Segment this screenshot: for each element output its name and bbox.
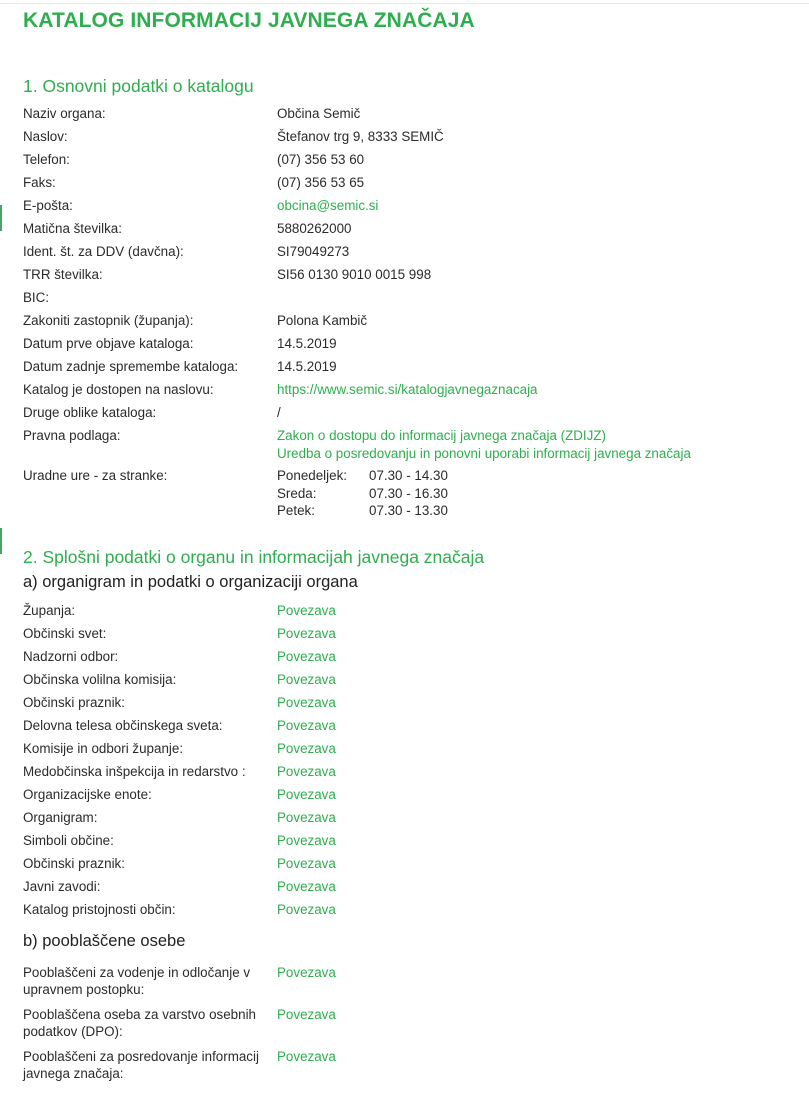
info-link[interactable]: Povezava [277, 832, 336, 848]
left-accent-bar [0, 205, 2, 231]
hours-day: Ponedeljek: [277, 468, 347, 483]
info-value: (07) 356 53 65 [277, 175, 365, 190]
info-row [23, 668, 803, 691]
info-row [23, 714, 803, 737]
info-row [23, 691, 803, 714]
info-row [23, 240, 803, 263]
info-row [23, 125, 803, 148]
info-link[interactable]: Povezava [277, 901, 336, 917]
info-row [23, 964, 803, 999]
info-row [23, 332, 803, 355]
info-value: SI79049273 [277, 244, 350, 259]
info-label: Faks: [23, 175, 56, 190]
info-row [23, 852, 803, 875]
office-hours-label: Uradne ure - za stranke: [23, 468, 168, 483]
info-label: Javni zavodi: [23, 878, 101, 894]
info-row [23, 171, 803, 194]
info-row [23, 806, 803, 829]
info-label: Pooblaščeni za vodenje in odločanje v upravnem postopku: [23, 964, 251, 997]
legal-basis-label: Pravna podlaga: [23, 428, 121, 443]
info-label: Druge oblike kataloga: [23, 405, 157, 420]
info-label: Matična številka: [23, 221, 122, 236]
hours-day: Sreda: [277, 485, 317, 501]
info-row [23, 783, 803, 806]
info-row [23, 102, 803, 125]
info-label: BIC: [23, 290, 50, 305]
info-label: Komisije in odbori županje: [23, 740, 184, 756]
info-label: Nadzorni odbor: [23, 648, 119, 664]
info-link[interactable]: Povezava [277, 694, 336, 710]
info-value: Občina Semič [277, 106, 361, 121]
info-value: 14.5.2019 [277, 336, 337, 351]
info-link[interactable]: Povezava [277, 717, 336, 733]
info-value: Polona Kambič [277, 313, 368, 328]
info-label: Telefon: [23, 152, 70, 167]
info-row [23, 898, 803, 921]
info-label: Naziv organa: [23, 106, 106, 121]
basic-info-list [23, 102, 803, 424]
info-label: Občinski svet: [23, 625, 107, 641]
subsection-a-heading: a) organigram in podatki o organizaciji organa [23, 572, 358, 591]
info-link[interactable]: Povezava [277, 625, 336, 641]
office-hours-table [277, 464, 448, 520]
info-label: Delovna telesa občinskega sveta: [23, 717, 223, 733]
info-label: Datum zadnje spremembe kataloga: [23, 359, 239, 374]
section1-heading: 1. Osnovni podatki o katalogu [23, 76, 254, 96]
info-row [23, 875, 803, 898]
hours-time: 07.30 - 14.30 [369, 468, 448, 483]
info-label: Organizacijske enote: [23, 786, 152, 802]
info-label: Datum prve objave kataloga: [23, 336, 194, 351]
catalog-content [23, 8, 803, 1090]
info-row [23, 194, 803, 217]
info-link[interactable]: https://www.semic.si/katalogjavnegaznacaja [277, 382, 538, 397]
legal-basis-row [23, 424, 803, 462]
info-label: Pooblaščena oseba za varstvo osebnih podatkov (DPO): [23, 1006, 257, 1039]
info-link[interactable]: Povezava [277, 1006, 336, 1022]
info-link[interactable]: Povezava [277, 964, 336, 980]
legal-link-uredba[interactable]: Uredba o posredovanju in ponovni uporabi informacij javnega značaja [277, 445, 691, 461]
info-link[interactable]: Povezava [277, 648, 336, 664]
page-title: KATALOG INFORMACIJ JAVNEGA ZNAČAJA [23, 9, 475, 32]
info-link[interactable]: Povezava [277, 786, 336, 802]
organization-list [23, 599, 803, 921]
hours-time: 07.30 - 13.30 [369, 503, 448, 518]
top-divider [0, 3, 809, 4]
info-row [23, 829, 803, 852]
info-row [23, 217, 803, 240]
info-link[interactable]: obcina@semic.si [277, 198, 379, 213]
info-link[interactable]: Povezava [277, 602, 336, 618]
info-label: Katalog je dostopen na naslovu: [23, 382, 214, 397]
info-row [23, 622, 803, 645]
info-row [23, 286, 803, 309]
info-row [23, 355, 803, 378]
info-link[interactable]: Povezava [277, 878, 336, 894]
info-link[interactable]: Povezava [277, 763, 336, 779]
info-row [23, 378, 803, 401]
info-label: E-pošta: [23, 198, 73, 213]
legal-link-zdijz[interactable]: Zakon o dostopu do informacij javnega značaja (ZDIJZ) [277, 428, 606, 443]
info-row [23, 645, 803, 668]
info-value: SI56 0130 9010 0015 998 [277, 267, 432, 282]
info-label: Katalog pristojnosti občin: [23, 901, 176, 917]
info-link[interactable]: Povezava [277, 1048, 336, 1064]
info-link[interactable]: Povezava [277, 855, 336, 871]
info-row [23, 401, 803, 424]
info-row [23, 760, 803, 783]
info-label: Pooblaščeni za posredovanje informacij javnega značaja: [23, 1048, 259, 1081]
info-row [23, 1048, 803, 1083]
authorized-persons-list [23, 964, 803, 1083]
info-row [23, 1006, 803, 1041]
info-row [23, 148, 803, 171]
info-label: Občinski praznik: [23, 694, 125, 710]
info-label: TRR številka: [23, 267, 103, 282]
info-label: Medobčinska inšpekcija in redarstvo : [23, 763, 246, 779]
info-label: Občinski praznik: [23, 855, 125, 871]
info-label: Ident. št. za DDV (davčna): [23, 244, 184, 259]
info-label: Simboli občine: [23, 832, 114, 848]
info-value: (07) 356 53 60 [277, 152, 365, 167]
left-accent-bar [0, 528, 2, 554]
info-label: Naslov: [23, 129, 68, 144]
info-row [23, 309, 803, 332]
info-row [23, 737, 803, 760]
subsection-b-heading: b) pooblaščene osebe [23, 931, 186, 950]
info-row [23, 599, 803, 622]
info-value: Štefanov trg 9, 8333 SEMIČ [277, 129, 444, 144]
info-label: Občinska volilna komisija: [23, 671, 177, 687]
section2-heading: 2. Splošni podatki o organu in informacijah javnega značaja [23, 546, 485, 567]
info-label: Županja: [23, 602, 76, 618]
info-value: 5880262000 [277, 221, 352, 236]
info-label: Zakoniti zastopnik (županja): [23, 313, 194, 328]
info-link[interactable]: Povezava [277, 671, 336, 687]
info-value: / [277, 405, 281, 420]
hours-time: 07.30 - 16.30 [369, 485, 448, 501]
info-link[interactable]: Povezava [277, 809, 336, 825]
info-row [23, 263, 803, 286]
hours-day: Petek: [277, 503, 315, 518]
info-link[interactable]: Povezava [277, 740, 336, 756]
info-value: 14.5.2019 [277, 359, 337, 374]
info-label: Organigram: [23, 809, 98, 825]
office-hours-row [23, 464, 803, 520]
